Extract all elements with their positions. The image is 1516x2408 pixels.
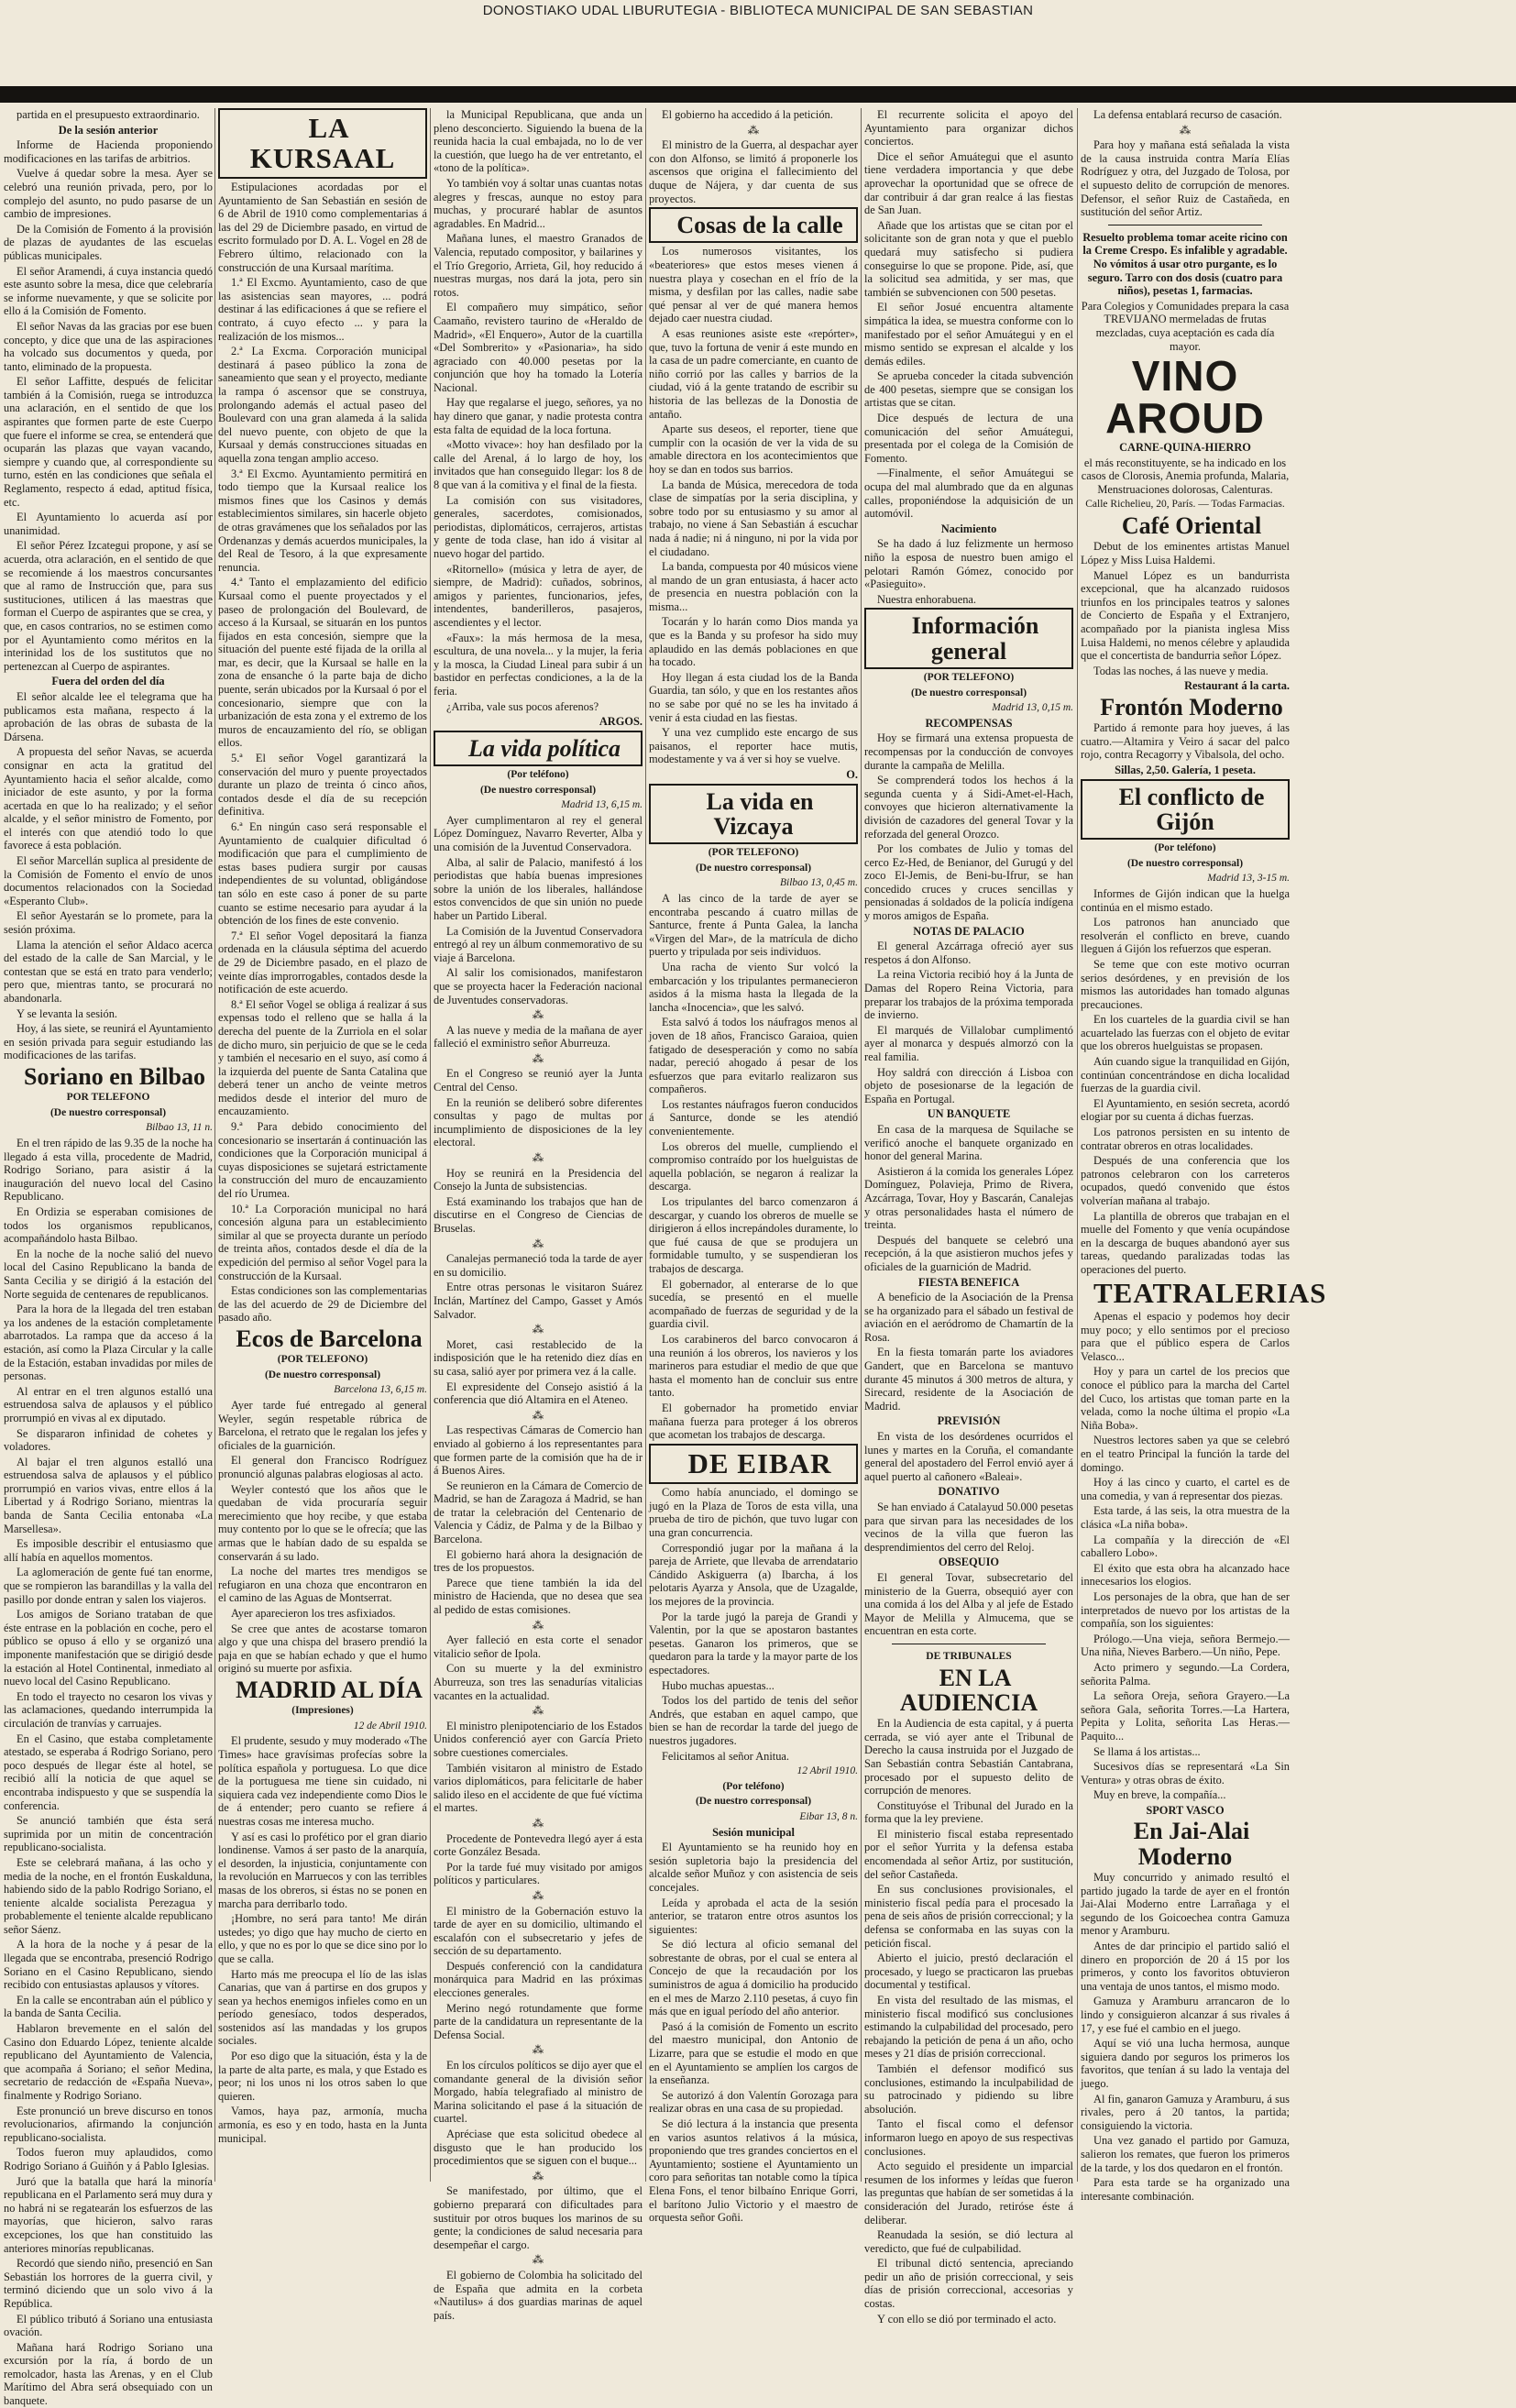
byline: (POR TELEFONO) bbox=[708, 847, 799, 859]
byline: (De nuestro corresponsal) bbox=[1126, 857, 1244, 869]
paragraph: Al salir los comisionados, manifestaron que se proyecta hacer la Federación nacional de Juventudes conservadoras. bbox=[434, 966, 643, 1006]
headline: El conflicto de Gijón bbox=[1081, 779, 1290, 841]
paragraph: Dice el señor Amuátegui que el asunto tiene verdadera importancia y que debe aprovechar la oportunidad que se ofrece de dar contribuir á dar gran realce á las fiestas de San Juan. bbox=[864, 149, 1073, 217]
paragraph: El gobernador ha prometido enviar mañana fuerza para proteger á los obreros que acometan los trabajos de descarga. bbox=[649, 1401, 858, 1442]
paragraph: El público tributó á Soriano una entusiasta ovación. bbox=[4, 2312, 213, 2339]
paragraph: El éxito que esta obra ha alcanzado hace innecesarios los elogios. bbox=[1081, 1561, 1290, 1589]
paragraph: Harto más me preocupa el lío de las islas Canarias, que van á partirse en dos grupos y sean ya hechos enemigos infieles como en un período genesíaco, todos desperados, sostenidos así las mandadas y los grupos sociales. bbox=[218, 1967, 427, 2048]
paragraph: Con su muerte y la del exministro Aburreuza, son tres las senadurías vitalicias vacantes en la actualidad. bbox=[434, 1662, 643, 1702]
paragraph: Vamos, haya paz, armonía, mucha armonía, es eso y en todo, hasta en la Junta municipal. bbox=[218, 2105, 427, 2145]
paragraph: De la Comisión de Fomento á la provisión de plazas de ayudantes de las escuelas públicas municipales. bbox=[4, 222, 213, 262]
paragraph: Llama la atención el señor Aldaco acerca del estado de la calle de San Marcial, y le contestan que se está en trato para venderlo; pero que, mientras tanto, se procurará no abandonarla. bbox=[4, 938, 213, 1005]
column-rule bbox=[861, 108, 862, 2182]
paragraph: Reanudada la sesión, se dió lectura al veredicto, que fué de culpabilidad. bbox=[864, 2228, 1073, 2255]
byline: (Por teléfono) bbox=[507, 769, 569, 781]
advertisement: el más reconstituyente, se ha indicado en los casos de Clorosis, Anemia profunda, Malaria, Menstruaciones dolorosas, Calenturas. bbox=[1081, 456, 1290, 496]
paragraph: El gobierno ha accedido á la petición. bbox=[662, 108, 833, 121]
paragraph: Procedente de Pontevedra llegó ayer á esta corte González Besada. bbox=[434, 1831, 643, 1859]
paragraph: Entre otras personas le visitaron Suárez Inclán, Martínez del Campo, Gasset y Amós Salvador. bbox=[434, 1281, 643, 1321]
paragraph: A la hora de la noche y á pesar de la llegada que se encontraba, presenció Rodrigo Soriano en el Casino Republicano, siendo recibido con entusiastas aplausos y vítores. bbox=[4, 1938, 213, 1992]
paragraph: También el defensor modificó sus conclusiones, estimando la inculpabilidad de su patrocinado y pidiendo su libre absolución. bbox=[864, 2062, 1073, 2116]
signature: Restaurant á la carta. bbox=[1184, 679, 1290, 693]
paragraph: A las nueve y media de la mañana de ayer falleció el exministro señor Aburreuza. bbox=[434, 1023, 643, 1050]
paragraph: Hoy y para un cartel de los precios que conoce el público para la marcha del Cartel del Cuco, los artistas que toman parte en la velada, como la noche última el propio «La Niña Boba». bbox=[1081, 1365, 1290, 1432]
paragraph: Gamuza y Aramburu arrancaron de lo lindo y consiguieron alcanzar á sus rivales á 17, y ese fué el cambio en el juego. bbox=[1081, 1995, 1290, 2035]
paragraph: En Ordizia se esperaban comisiones de todos los organismos republicanos, acompañándolo hasta Bilbao. bbox=[4, 1205, 213, 1246]
paragraph: Weyler contestó que los años que le quedaban de vida procuraría seguir merecimiento que hoy recibe, y que estaba muy contento por lo que se le ofrecía; que las armas que le habían dado de su espalda se conservarán á su lado. bbox=[218, 1482, 427, 1563]
paragraph: Ayer cumplimentaron al rey el general López Domínguez, Navarro Reverter, Alba y una comisión de la Juventud Conservadora. bbox=[434, 813, 643, 853]
paragraph: Este se celebrará mañana, á las ocho y media de la noche, en el frontón Euskalduna, habiendo sido de la pablo Rodrigo Soriano, el teniente alcalde socialista Perezagua y probablemente el teniente alcalde republicano señor Sáenz. bbox=[4, 1855, 213, 1936]
paragraph: En la reunión se deliberó sobre diferentes consultas y pago de multas por incumplimiento de disposiciones de la ley electoral. bbox=[434, 1095, 643, 1149]
separator: ⁂ bbox=[532, 1408, 544, 1422]
paragraph: Se cree que antes de acostarse tomaron algo y que una chispa del brasero prendió la paja en que se habían echado y que el humo originó su muerte por asfixia. bbox=[218, 1622, 427, 1676]
column-1 bbox=[4, 108, 213, 2408]
paragraph: Después del banquete se celebró una recepción, á la que asistieron muchos jefes y oficiales de la guarnición de Madrid. bbox=[864, 1233, 1073, 1273]
paragraph: Tanto el fiscal como el defensor informaron luego en apoyo de sus respectivas conclusiones. bbox=[864, 2117, 1073, 2158]
paragraph: «Faux»: la más hermosa de la mesa, escultura, de una novela... y la mujer, la feria y la mosca, la Ciudad Lineal para subir á un bastidor en perfectas condiciones, a la de la feria. bbox=[434, 631, 643, 698]
paragraph: Apenas el espacio y podemos hoy decir muy poco; y ello sentimos por el precioso para que el público espera de Carlos Velasco... bbox=[1081, 1310, 1290, 1363]
separator: ⁂ bbox=[532, 1151, 544, 1165]
paragraph: Una vez ganado el partido por Gamuza, salieron los remates, que fueron los primeros de la tarde, y los dos quedaron en el frontón. bbox=[1081, 2134, 1290, 2174]
section-heading: Sesión municipal bbox=[712, 1825, 795, 1839]
paragraph: A esas reuniones asiste este «repórter», que, tuvo la fortuna de venir á este mundo en la casa de un padre comerciante, en cuanto de niño corrió por las calles y barrios de la ciudad, vió á la gente tratando de escribir su historia de las bellezas de la Donostia de antaño. bbox=[649, 327, 858, 421]
paragraph: El señor Aramendi, á cuya instancia quedó este asunto sobre la mesa, dice que celebraría se informe nuevamente, y que se solicite por ello á la Comisión de Fomento. bbox=[4, 264, 213, 318]
paragraph: Sucesivos días se representará «La Sin Ventura» y otras obras de éxito. bbox=[1081, 1760, 1290, 1787]
paragraph: Los obreros del muelle, cumpliendo el compromiso contraído por los huelguistas de aquella población, se negaron á realizar la descarga. bbox=[649, 1139, 858, 1193]
paragraph: El ministerio fiscal estaba representado por el señor Yurrita y la defensa estaba encomendada al señor Artiz, por sustitución, del señor Castañeda. bbox=[864, 1827, 1073, 1881]
paragraph: La Comisión de la Juventud Conservadora entregó al rey un álbum conmemorativo de su viaje á Barcelona. bbox=[434, 924, 643, 964]
paragraph: 9.ª Para debido conocimiento del concesionario se insertarán á continuación las condiciones que la Corporación municipal á cuyas disposiciones se sujetará estrictamente la construcción del muro de encauzamiento del río Urumea. bbox=[218, 1120, 427, 1201]
byline: (Por teléfono) bbox=[722, 1780, 785, 1792]
column-6 bbox=[1081, 108, 1327, 2203]
paragraph: 7.ª El señor Vogel depositará la fianza ordenada en la cláusula séptima del acuerdo de 29 de Diciembre pasado, en el plazo de veinte días improrrogables, contados desde la notificación de este acuerdo. bbox=[218, 929, 427, 996]
paragraph: El gobierno hará ahora la designación de tres de los propuestos. bbox=[434, 1547, 643, 1575]
paragraph: Se ha dado á luz felizmente un hermoso niño la esposa de nuestro buen amigo el pelotari Ramón Gómez, conocido por «Pasieguito». bbox=[864, 537, 1073, 591]
paragraph: En el Congreso se reunió ayer la Junta Central del Censo. bbox=[434, 1067, 643, 1094]
paragraph: El señor alcalde lee el telegrama que ha publicamos esta mañana, respecto á la aprobación de las obras de subasta de la Dársena. bbox=[4, 689, 213, 743]
paragraph: Los patronos han anunciado que resolverán el conflicto en breve, cuando lleguen á Gijón los refuerzos que esperan. bbox=[1081, 916, 1290, 956]
paragraph: Juró que la batalla que hará la minoría republicana en el Parlamento será muy dura y no habrá ni se regatearán los esfuerzos de las mayorías, que hicieron, salvo raras excepciones, los que han constituido las anteriores minorías republicanas. bbox=[4, 2174, 213, 2255]
column-5 bbox=[864, 108, 1073, 2326]
column-2 bbox=[218, 108, 427, 2182]
byline: (De nuestro corresponsal) bbox=[479, 784, 597, 796]
paragraph: Mañana hará Rodrigo Soriano una excursión por la ría, á bordo de un remolcador, hasta las Arenas, y en el Club Marítimo del Abra será obsequiado con un banquete. bbox=[4, 2340, 213, 2408]
paragraph: Debut de los eminentes artistas Manuel López y Miss Luisa Haldemi. bbox=[1081, 540, 1290, 566]
paragraph: 10.ª La Corporación municipal no hará concesión alguna para un establecimiento similar al que se proyecta durante un período de treinta años, contados desde el día de la expedición del permiso al señor Vogel para la construcción de la Kursaal. bbox=[218, 1202, 427, 1282]
headline: MADRID AL DÍA bbox=[236, 1676, 423, 1703]
paragraph: Yo también voy á soltar unas cuantas notas alegres y frescas, aunque no estoy para muchas, y procuraré hablar de asuntos agradables. En Madrid... bbox=[434, 176, 643, 230]
column-4 bbox=[649, 108, 858, 2225]
section-heading: FIESTA BENEFICA bbox=[917, 1275, 1020, 1289]
byline: (De nuestro corresponsal) bbox=[695, 1796, 812, 1808]
paragraph: Por la tarde fué muy visitado por amigos políticos y particulares. bbox=[434, 1860, 643, 1887]
separator: ⁂ bbox=[747, 123, 760, 137]
dateline: Eibar 13, 8 n. bbox=[799, 1810, 858, 1822]
section-heading: Fuera del orden del día bbox=[51, 675, 165, 688]
paragraph: Ayer falleció en esta corte el senador vitalicio señor de Ipola. bbox=[434, 1633, 643, 1660]
paragraph: El gobernador, al enterarse de lo que sucedía, se presentó en el muelle acompañado de fuerzas de seguridad y de la guardia civil. bbox=[649, 1277, 858, 1331]
paragraph: Se llama á los artistas... bbox=[1093, 1744, 1201, 1758]
paragraph: Para esta tarde se ha organizado una interesante combinación. bbox=[1081, 2176, 1290, 2203]
paragraph: El señor Josué encuentra altamente simpática la idea, se muestra conforme con lo manifestado por el señor Amuátegui y en el mismo sentido se expresan el alcalde y los demás ediles. bbox=[864, 301, 1073, 368]
dateline: Barcelona 13, 6,15 m. bbox=[334, 1384, 427, 1396]
headline: Frontón Moderno bbox=[1100, 693, 1283, 720]
paragraph: El Ayuntamiento se ha reunido hoy en sesión supletoria bajo la presidencia del alcalde señor Muñoz y con asistencia de seis concejales. bbox=[649, 1841, 858, 1894]
paragraph: Hubo muchas apuestas... bbox=[662, 1678, 774, 1692]
paragraph: El compañero muy simpático, señor Caamaño, revistero taurino de «Heraldo de Madrid», «El Enquero», Autor de la cuartilla «Del Sombrerito» y «Pasionaria», ha sido agraciado con 40.000 pesetas por la conjunción que hoy ha tomado la Lotería Nacional. bbox=[434, 301, 643, 394]
paragraph: La reina Victoria recibió hoy á la Junta de Damas del Ropero Reina Victoria, para preparar los trabajos de la próxima temporada de invierno. bbox=[864, 968, 1073, 1022]
paragraph: El prudente, sesudo y muy moderado «The Times» hace gravísimas profecías sobre la política española y portuguesa. Lo que dice de la portuguesa me tiene sin cuidado, ni siquiera cada vez independiente como Dios le de á entender; pero cuanto se refiere á nuestras cosas me interesa mucho. bbox=[218, 1734, 427, 1828]
paragraph: Como había anunciado, el domingo se jugó en la Plaza de Toros de esta villa, una prueba de tiro de pichón, que tuvo lugar con una gran concurrencia. bbox=[649, 1486, 858, 1540]
separator: ⁂ bbox=[532, 2253, 544, 2267]
paragraph: Ayer tarde fué entregado al general Weyler, según respetable rúbrica de Barcelona, el retrato que le regalan los jefes y oficiales de la guarnición. bbox=[218, 1399, 427, 1452]
paragraph: Nuestros lectores saben ya que se celebró en el teatro Principal la función la tarde del domingo. bbox=[1081, 1434, 1290, 1474]
separator: ⁂ bbox=[532, 2043, 544, 2057]
paragraph: Apréciase que esta solicitud obedece al disgusto que le han producido los procedimientos que se siguen con el buque... bbox=[434, 2128, 643, 2168]
paragraph: Pasó á la comisión de Fomento un escrito del maestro municipal, don Antonio de Lizarre, para que se estudie el modo en que en el Ayuntamiento se amplíen los cargos de la enseñanza. bbox=[649, 2019, 858, 2087]
paragraph: Leída y aprobada el acta de la sesión anterior, se trataron entre otros asuntos los siguientes: bbox=[649, 1896, 858, 1936]
headline: La vida política bbox=[434, 731, 643, 766]
paragraph: La banda de Música, merecedora de toda clase de simpatías por la seria disciplina, y sobre todo por su entusiasmo y su amor al trabajo, no viene á San Sebastián á escuchar nada á nadie; ni á ninguno, ni por la vida por el ciudadano. bbox=[649, 478, 858, 558]
section-heading: NOTAS DE PALACIO bbox=[913, 924, 1025, 938]
paragraph: A las cinco de la tarde de ayer se encontraba pescando á cuatro millas de Santurce, frente á Punta Galea, la lancha «Virgen del Mar», de la matrícula de dicho puerto y tripulada por seis individuos. bbox=[649, 891, 858, 959]
paragraph: El tribunal dictó sentencia, apreciando pedir un año de prisión correccional, y seis días de prisión correccional, accesorias y costas. bbox=[864, 2257, 1073, 2311]
separator: ⁂ bbox=[532, 1323, 544, 1336]
paragraph: Hay que regalarse el juego, señores, ya no hay dinero que ganar, y nadie protesta contra esta falta de equidad de la loca fortuna. bbox=[434, 396, 643, 436]
column-rule bbox=[1077, 108, 1078, 2182]
headline: TEATRALERIAS bbox=[1093, 1276, 1327, 1309]
byline: (Por teléfono) bbox=[1154, 842, 1216, 854]
paragraph: Vuelve á quedar sobre la mesa. Ayer se celebró una reunión privada, pero, por lo complejo del asunto, no pudo pasarse de un cambio de impresiones. bbox=[4, 167, 213, 221]
paragraph: 6.ª En ningún caso será responsable el Ayuntamiento de cualquier dificultad ó modificación que para el cumplimiento de estas bases pudiera surgir por causas independientes de su voluntad, obligándose tan sólo en este caso á poner de su parte cuanto se estime necesario para ayudar á la obtención de los fines de este convenio. bbox=[218, 820, 427, 928]
paragraph: Abierto el juicio, prestó declaración el procesado, y luego se practicaron las pruebas documental y testifical. bbox=[864, 1952, 1073, 1992]
paragraph: La señora Oreja, señora Grayero.—La señora Gala, señorita Torres.—La Hartera, Pepita y Lolita, señorita Las Heras.—Paquito... bbox=[1081, 1689, 1290, 1743]
paragraph: Se manifestado, por último, que el gobierno preparará con dificultades para sustituir por otros buques los marinos de su gente; la condiciones de salud necesaria para desempeñar el cargo. bbox=[434, 2184, 643, 2251]
top-rule bbox=[0, 86, 1516, 103]
paragraph: Nuestra enhorabuena. bbox=[877, 592, 977, 606]
paragraph: «Ritornello» (música y letra de ayer, de siempre, de Madrid): cuñados, sobrinos, amigos y parientes, funcionarios, jefes, intendentes, banderilleros, pasajeros, ascendientes y el lector. bbox=[434, 562, 643, 629]
section-heading: RECOMPENSAS bbox=[925, 716, 1013, 730]
byline: DE TRIBUNALES bbox=[926, 1650, 1012, 1662]
paragraph: En la fiesta tomarán parte los aviadores Gandert, que en Barcelona se mantuvo durante 45 minutos á 300 metros de altura, y Sirecard, residente de la Asociación de Madrid. bbox=[864, 1346, 1073, 1413]
signature: ARGOS. bbox=[599, 715, 643, 729]
paragraph: Se dispararon infinidad de cohetes y voladores. bbox=[4, 1426, 213, 1454]
paragraph: Al entrar en el tren algunos estalló una estruendosa salva de aplausos y el público prorrumpió en vivas al ex diputado. bbox=[4, 1384, 213, 1424]
separator: ⁂ bbox=[532, 1704, 544, 1718]
paragraph: Y se levanta la sesión. bbox=[16, 1006, 117, 1020]
paragraph: Los numerosos visitantes, los «beateriores» que estos meses vienen á nuestra playa y cosechan en el frío de la misma, y desfilan por las calles, nadie sabe qué pensar al ver de qué manera hemos dejado caer nuestra ciudad. bbox=[649, 245, 858, 325]
paragraph: Y con ello se dió por terminado el acto. bbox=[877, 2312, 1057, 2326]
paragraph: Moret, casi restablecido de la indisposición que le ha retenido diez días en su casa, salió ayer por primera vez á la calle. bbox=[434, 1337, 643, 1378]
paragraph: Los carabineros del barco convocaron á una reunión á los obreros, los navieros y los marineros para estudiar el medio de que que hasta el momento han de concluir sus entre tanto. bbox=[649, 1332, 858, 1400]
dateline: Madrid 13, 0,15 m. bbox=[992, 702, 1073, 714]
paragraph: La defensa entablará recurso de casación. bbox=[1093, 108, 1282, 121]
paragraph: Estas condiciones son las complementarias de las del acuerdo de 29 de Diciembre del pasado año. bbox=[218, 1284, 427, 1325]
paragraph: En los cuarteles de la guardia civil se han acuartelado las fuerzas con el objeto de evitar que los obreros huelguistas se propasen. bbox=[1081, 1013, 1290, 1053]
paragraph: partida en el presupuesto extraordinario. bbox=[16, 108, 200, 121]
paragraph: ¿Arriba, vale sus pocos aferenos? bbox=[446, 699, 599, 713]
paragraph: Por eso digo que la situación, ésta y la de la parte de alta parte, es mala, y que Estado es peor; ni los unos ni los otros saben lo que quieren. bbox=[218, 2050, 427, 2103]
paragraph: También visitaron al ministro de Estado varios diplomáticos, para felicitarle de haber salido ileso en el accidente de que fué víctima el martes. bbox=[434, 1761, 643, 1815]
paragraph: Antes de dar principio el partido salió el dinero en proporción de 20 á 15 por los primeros, y conto los favoritos obtuvieron una ventaja de unos tantos, el mismo modo. bbox=[1081, 1940, 1290, 1993]
paragraph: Se aprueba conceder la citada subvención de 400 pesetas, siempre que se consigan los artistas que se citan. bbox=[864, 369, 1073, 410]
paragraph: 3.ª El Excmo. Ayuntamiento permitirá en todo tiempo que la Kursaal realice los mismos fines que los Casinos y demás establecimientos similares, sin hacerle objeto de otras gravámenes que los señalados por las Ordenanzas y demás acuerdos municipales, la del Real de Tesoro, á la que expresamente renuncia. bbox=[218, 467, 427, 574]
paragraph: Muy concurrido y animado resultó el partido jugado la tarde de ayer en el frontón Jai-Alai Moderno entre Larrañaga y el segundo de los Goicoechea contra Gamuza menor y Aramburu. bbox=[1081, 1871, 1290, 1938]
advertisement: VINO AROUD bbox=[1105, 352, 1265, 443]
paragraph: 2.ª La Excma. Corporación municipal destinará á paseo público la zona de saneamiento que sean y el proyecto, mediante la rampa ó ascensor que se construya, prolongando además el actual paseo del Boulevard con una gran alameda á la salida del nuevo puente, con objeto de que la Kursaal y demás construcciones situadas en aquella zona tengan amplio acceso. bbox=[218, 345, 427, 465]
paragraph: Al fin, ganaron Gamuza y Aramburu, á sus rivales, pero á 20 tantos, la partida; consiguiendo la victoria. bbox=[1081, 2092, 1290, 2132]
paragraph: Y así es casi lo profético por el gran diario londinense. Vamos á ser pasto de la anarquía, el desorden, la injusticia, conjuntamente con la revolución en Marruecos y con las terribles masas de los obreros, si éstas no se ponen en marcha para derribarlo todo. bbox=[218, 1830, 427, 1910]
headline: Café Oriental bbox=[1121, 512, 1262, 540]
advertisement: Calle Richelieu, 20, París. — Todas Farmacias. bbox=[1085, 499, 1285, 511]
paragraph: El general don Francisco Rodríguez pronunció algunas palabras elogiosas al acto. bbox=[218, 1454, 427, 1481]
paragraph: Se teme que con este motivo ocurran serios desórdenes, y en previsión de los mismos las autoridades han tomado algunas precauciones. bbox=[1081, 957, 1290, 1011]
paragraph: Para hoy y mañana está señalada la vista de la causa instruida contra María Elías Rodríguez y otra, del Juzgado de Tolosa, por el supuesto delito de corrupción de menores. Defensor, el señor Ruiz de Castañeda, en sustitución del señor Artiz. bbox=[1081, 138, 1290, 219]
advertisement: Resuelto problema tomar aceite ricino con la Creme Crespo. Es infalible y agradable. No vómitos á usar otro purgante, es lo seguro. Tarro con dos dosis (cuatro para niños), pesetas 1, farmacias. bbox=[1082, 230, 1288, 298]
paragraph: El general Azcárraga ofreció ayer sus respetos á don Alfonso. bbox=[864, 940, 1073, 966]
paragraph: Acto primero y segundo.—La Cordera, señorita Palma. bbox=[1081, 1660, 1290, 1688]
paragraph: El señor Marcellán suplica al presidente de la Comisión de Fomento el envío de unos documentos relacionados con la Sociedad «Esperanto Club». bbox=[4, 854, 213, 907]
paragraph: Está examinando los trabajos que han de discutirse en el Congreso de Ciencias de Bruselas. bbox=[434, 1194, 643, 1236]
separator: ⁂ bbox=[532, 1008, 544, 1022]
section-heading: SPORT VASCO bbox=[1146, 1803, 1225, 1817]
paragraph: Hoy llegan á esta ciudad los de la Banda Guardia, tan sólo, y que en los restantes años no se sabe por qué no se les ha invitado á venir á esta ciudad en las fiestas. bbox=[649, 670, 858, 724]
paragraph: El ministro plenipotenciario de los Estados Unidos conferenció ayer con García Prieto sobre cuestiones comerciales. bbox=[434, 1719, 643, 1759]
headline: EN LA AUDIENCIA bbox=[899, 1664, 1038, 1716]
paragraph: Al bajar el tren algunos estalló una estruendosa salva de aplausos y el público prorrumpió en varios vivas, entre ellos á la Libertad y á Rodrigo Soriano, mientras la banda de Santa Cecilia entonaba «La Marsellesa». bbox=[4, 1455, 213, 1535]
headline: Información general bbox=[864, 608, 1073, 669]
paragraph: Hoy, á las siete, se reunirá el Ayuntamiento en sesión privada para seguir estudiando las modificaciones de las tarifas. bbox=[4, 1022, 213, 1062]
paragraph: ¡Hombre, no será para tanto! Me dirán ustedes; yo digo que hay mucho de cierto en ello, y que no es por lo que se dice sino por lo que se calla. bbox=[218, 1912, 427, 1965]
paragraph: En la calle se encontraban aún el público y la banda de Santa Cecilia. bbox=[4, 1993, 213, 2020]
paragraph: El general Tovar, subsecretario del ministerio de la Guerra, obsequió ayer con una comida á los del Alba y al jefe de Estado Mayor de Melilla y Almucema, que se encuentran en esta corte. bbox=[864, 1570, 1073, 1638]
column-3 bbox=[434, 108, 643, 2322]
byline: (De nuestro corresponsal) bbox=[695, 862, 812, 874]
dateline: Bilbao 13, 0,45 m. bbox=[780, 877, 858, 889]
paragraph: Por la tarde jugó la pareja de Grandi y Valentin, por la que se apostaron bastantes pesetas. Ganaron los primeros, que se quedaron para la tarde y la mayor parte de los espectadores. bbox=[649, 1610, 858, 1677]
signature: O. bbox=[846, 768, 858, 782]
paragraph: Se reunieron en la Cámara de Comercio de Madrid, se han de Zaragoza á Madrid, se han de tratar la celebración del Centenario de Valencia y Cádiz, de Palma y de la Bilbao y Barcelona. bbox=[434, 1479, 643, 1546]
paragraph: Prólogo.—Una vieja, señora Bermejo.—Una niña, Nieves Barbero.—Un niño, Pepe. bbox=[1081, 1632, 1290, 1659]
paragraph: 5.ª El señor Vogel garantizará la conservación del muro y puente proyectados durante un plazo de treinta ó cinco años, contados desde el día de su recepción definitiva. bbox=[218, 752, 427, 819]
paragraph: Se anunció también que ésta será suprimida por un mitin de concentración republicano-socialista. bbox=[4, 1814, 213, 1854]
paragraph: Merino negó rotundamente que forme parte de la candidatura un representante de la Defensa Social. bbox=[434, 2001, 643, 2041]
paragraph: Constituyóse el Tribunal del Jurado en la forma que la ley previene. bbox=[864, 1798, 1073, 1826]
paragraph: Alba, al salir de Palacio, manifestó á los periodistas que había buenas impresiones sobre la unión de los liberales, hallándose estos convencidos de que sin unión no puede haber un Partido Liberal. bbox=[434, 855, 643, 922]
paragraph: Hoy se reunirá en la Presidencia del Consejo la Junta de subsistencias. bbox=[434, 1166, 643, 1193]
paragraph: Los restantes náufragos fueron conducidos á Santurce, donde se les atendió convenientemente. bbox=[649, 1097, 858, 1138]
advertisement: CARNE-QUINA-HIERRO bbox=[1119, 441, 1251, 455]
paragraph: Después de una conferencia que los patronos celebraron con los carreteros ocupados, quedó convenido que éstos volverían mañana al trabajo. bbox=[1081, 1154, 1290, 1207]
paragraph: «Motto vivace»: hoy han desfilado por la calle del Arenal, á lo largo de hoy, los invitados que han conseguido llegar: los 8 de 8 que van á la comitiva y el final de la fiesta. bbox=[434, 438, 643, 492]
paragraph: El recurrente solicita el apoyo del Ayuntamiento para organizar dichos conciertos. bbox=[864, 108, 1073, 148]
paragraph: 8.ª El señor Vogel se obliga á realizar á sus expensas todo el relleno que se halla á la derecha del puente de la Zurriola en el solar de dicho muro, sin perjuicio de que se le ceda y también el necesario en el suyo, así como á la izquierda del puente de Santa Catalina que deberá tener un ancho de veinte metros medidos desde el interior del muro de encauzamiento. bbox=[218, 997, 427, 1118]
dateline: Bilbao 13, 11 n. bbox=[146, 1122, 213, 1134]
paragraph: Hoy se firmará una extensa propuesta de recompensas por la conducción de convoyes durante la campaña de Melilla. bbox=[864, 731, 1073, 772]
paragraph: Acto seguido el presidente un imparcial resumen de los informes y leídas que fueron las preguntas que habían de ser sometidas á la consideración del Jurado, retiróse éste á deliberar. bbox=[864, 2160, 1073, 2227]
byline: (POR TELEFONO) bbox=[923, 671, 1015, 683]
paragraph: la Municipal Republicana, que anda un pleno desconcierto. Siguiendo la buena de la reunida hacia la cual embajada, no lo de ver la cuestión, que luego ha de ver entretanto, el «tono de la política». bbox=[434, 108, 643, 175]
paragraph: La comisión con sus visitadores, generales, sacerdotes, comisionados, periodistas, diplomáticos, cerrajeros, artistas y gente de toda clase, han ido á visitar al nuevo hogar del partido. bbox=[434, 493, 643, 560]
paragraph: Manuel López es un bandurrista excepcional, que ha alcanzado ruidosos triunfos en los principales teatros y salones de Concierto de España y el Extranjero, acompañado por la pianista inglesa Miss Luisa Haldemi, no menos célebre y aplaudida que el concertista de bandurria señor López. bbox=[1081, 568, 1290, 663]
paragraph: Los patronos persisten en su intento de contratar obreros en otras localidades. bbox=[1081, 1126, 1290, 1152]
paragraph: Se autorizó á don Valentín Gorozaga para realizar obras en una casa de su propiedad. bbox=[649, 2088, 858, 2116]
paragraph: Los amigos de Soriano trataban de que éste entrase en la población en coche, pero el público se opuso á ello y se organizó una imponente manifestación que se dirigió desde la estación al Hotel Continental, inmediato al nuevo local del Casino Republicano. bbox=[4, 1608, 213, 1688]
paragraph: Se comprenderá todos los hechos á la segunda cuenta y á Sidi-Amet-el-Hach, convoyes que hicieron alternativamente la división de cazadores del general Tovar y la reforzada del general Orozco. bbox=[864, 774, 1073, 841]
paragraph: Se han enviado á Catalayud 50.000 pesetas para que sirvan para las necesidades de los vecinos de la villa que fueron las desprendimientos del cerro del Reloj. bbox=[864, 1501, 1073, 1554]
byline: (De nuestro corresponsal) bbox=[264, 1369, 381, 1380]
paragraph: Aún cuando sigue la tranquilidad en Gijón, continúan concentrándose en dicha localidad fuerzas de la guardia civil. bbox=[1081, 1055, 1290, 1095]
paragraph: La plantilla de obreros que trabajan en el muelle del Fomento y que venía ocupándose en la descarga de buques abandonó ayer sus tareas, quedando paralizadas todas las operaciones del puerto. bbox=[1081, 1209, 1290, 1276]
paragraph: La noche del martes tres mendigos se refugiaron en una choza que encontraron en el camino de las Aguas de Montserrat. bbox=[218, 1565, 427, 1605]
paragraph: En los círculos políticos se dijo ayer que el comandante general de la división señor Morgado, había telegrafiado al ministro de Marina solicitando el pase á la situación de cuartel. bbox=[434, 2059, 643, 2126]
paragraph: El Ayuntamiento lo acuerda así por unanimidad. bbox=[4, 511, 213, 537]
headline: Cosas de la calle bbox=[649, 207, 858, 243]
paragraph: Por los combates de Julio y tomas del cerco Ez-Hed, de Benianor, del Gurugú y del zoco El-Jemis, de Beni-bu-Ifrur, se han concedido cruces y cruces sencillas y pensionadas á soldados de la policía indígena y moros amigos de España. bbox=[864, 842, 1073, 923]
section-heading: De la sesión anterior bbox=[58, 123, 159, 137]
separator: ⁂ bbox=[532, 1618, 544, 1632]
paragraph: Esta tarde, á las seis, la otra muestra de la clásica «La niña boba». bbox=[1081, 1504, 1290, 1532]
paragraph: En la Audiencia de esta capital, y á puerta cerrada, se vió ayer ante el Tribunal de Derecho la causa instruida por el Juzgado de San Sebastián contra Sebastián Cantabrana, procesado por el supuesto delito de corrupción de menores. bbox=[864, 1717, 1073, 1798]
paragraph: Todas las noches, á las nueve y media. bbox=[1093, 664, 1269, 677]
paragraph: Se dió lectura al oficio semanal del sobrestante de obras, por el cual se entera al Concejo de que la recaudación por los suministros de agua á domicilio ha producido en el mes de Marzo 2.110 pesetas, á cuyo fin más que en igual período del año anterior. bbox=[649, 1938, 858, 2018]
column-rule bbox=[430, 108, 431, 2182]
archive-header: DONOSTIAKO UDAL LIBURUTEGIA - BIBLIOTECA MUNICIPAL DE SAN SEBASTIAN bbox=[482, 3, 1034, 18]
paragraph: El señor Pérez Izcategui propone, y así se acuerda, otra aclaración, en el sentido de que se recomiende á los maestros concursantes que al ramo de Instrucción que, para sus sustituciones, utilicen á las maestras que forman el Cuerpo de aspirantes que se crea, y que, en casos contrarios, no se estimen como por el Ayuntamiento como méritos en la interinidad los de los sustitutos que no pertenezcan al Cuerpo de aspirantes. bbox=[4, 539, 213, 673]
paragraph: Para la hora de la llegada del tren estaban ya los andenes de la estación completamente abarrotados. La rampa que da acceso á la estación, así como la Plaza Circular y la calle de la Estación, estaban invadidas por miles de personas. bbox=[4, 1303, 213, 1383]
paragraph: Partido á remonte para hoy jueves, á las cuatro.—Altamira y Veiro á sacar del palco rojo, contra Recagorry y Vibalsola, del ocho. bbox=[1081, 721, 1290, 762]
section-heading: DONATIVO bbox=[938, 1485, 1000, 1499]
paragraph: La compañía y la dirección de «El caballero Lobo». bbox=[1081, 1533, 1290, 1560]
paragraph: Es imposible describir el entusiasmo que allí había en aquellos momentos. bbox=[4, 1537, 213, 1564]
paragraph: La aglomeración de gente fué tan enorme, que se rompieron las barandillas y la valla del pasillo por donde entran y salen los viajeros. bbox=[4, 1566, 213, 1606]
separator: ⁂ bbox=[532, 1888, 544, 1902]
paragraph: Asistieron á la comida los generales López Domínguez, Polavieja, Primo de Rivera, Azcárraga, Tovar, Hoy y Bascarán, Canalejas y otras personalidades hasta el número de treinta. bbox=[864, 1164, 1073, 1232]
paragraph: Todos los del partido de tenis del señor Andrés, que estaban en aquel campo, que bien se han de recordar la tarde del juego de nuestros jugadores. bbox=[649, 1694, 858, 1747]
headline: LA KURSAAL bbox=[218, 108, 427, 179]
paragraph: Correspondió jugar por la mañana á la pareja de Arriete, que llevaba de arrendatario Cándido Askiguerra (a) Ibarcha, á los pelotaris Ayarza y Ansola, que de Uzagalde, los mejores de la provincia. bbox=[649, 1541, 858, 1609]
paragraph: El señor Laffitte, después de felicitar también á la Comisión, ruega se introduzca una aclaración, en el sentido de que los aspirantes que formen parte de este Cuerpo que fuere el informe se crea, se entenderá que ocuparán las plazas que vayan vacando, siempre y cuando que, al correspondiente su turno, estén en las condiciones que señala el Reglamento, respecto á edad, aptitud física, etc. bbox=[4, 375, 213, 509]
paragraph: 1.ª El Excmo. Ayuntamiento, caso de que las asistencias sean mayores, ... podrá destinar á las edificaciones á que se refiere el contrato, á cuyo efecto ... y para la realización de los mismos... bbox=[218, 276, 427, 343]
paragraph: En el tren rápido de las 9.35 de la noche ha llegado á esta villa, procedente de Madrid, Rodrigo Soriano, para asistir á la inauguración del nuevo local del Casino Republicano. bbox=[4, 1137, 213, 1204]
separator: ⁂ bbox=[1179, 123, 1192, 137]
paragraph: Añade que los artistas que se citan por el solicitante son de gran nota y que el pueblo quedará muy satisfecho si pudiera conseguirse lo que se propone. Pide, así, que la solicitud sea admitida, y ser mas, que también se subvencionen con 500 pesetas. bbox=[864, 218, 1073, 299]
paragraph: Se dió lectura á la instancia que presenta en varios asuntos relativos á la música, proponiendo que tres grandes conciertos en el Ayuntamiento; sostiene el Ayuntamiento un coro para señoritas tan notable como la típica Elena Fons, el tenor bilbaíno Enrique Gorri, el barítono Julio Victorio y el maestro de orquesta señor Goñi. bbox=[649, 2117, 858, 2225]
paragraph: Aquí se vió una lucha hermosa, aunque siguiera dando por seguros los primeros los favoritos, que tenían á su lado la ventaja del juego. bbox=[1081, 2037, 1290, 2090]
paragraph: Esta salvó á todos los náufragos menos al joven de 18 años, Francisco Garaioa, quien fatigado de desesperación y como no sabía nadar, pereció ahogado á pesar de los esfuerzos que para evitarlo realizaron sus compañeros. bbox=[649, 1016, 858, 1096]
section-heading: Nacimiento bbox=[940, 522, 997, 535]
paragraph: El ministro de la Guerra, al despachar ayer con don Alfonso, se limitó á proponerle los ascensos que origina el fallecimiento del duque de Nájera, y dar cuenta de sus proyectos. bbox=[649, 138, 858, 205]
paragraph: Todos fueron muy aplaudidos, como Rodrigo Soriano á Guiñón y á Pablo Iglesias. bbox=[4, 2146, 213, 2172]
paragraph: Informes de Gijón indican que la huelga continúa en el mismo estado. bbox=[1081, 886, 1290, 914]
column-rule bbox=[214, 108, 215, 2182]
headline: En Jai-Alai Moderno bbox=[1133, 1818, 1250, 1870]
paragraph: En todo el trayecto no cesaron los vivas y las aclamaciones, quedando interrumpida la circulación de tranvías y carruajes. bbox=[4, 1689, 213, 1730]
paragraph: La banda, compuesta por 40 músicos viene al mando de un gran entusiasta, á hacer acto de presencia en nuestra población con la misma... bbox=[649, 560, 858, 613]
paragraph: Recordó que siendo niño, presenció en San Sebastián los horrores de la guerra civil, y terminó diciendo que un solo vivo á la República. bbox=[4, 2257, 213, 2310]
dateline: 12 de Abril 1910. bbox=[353, 1720, 427, 1732]
paragraph: Muy en breve, la compañía... bbox=[1093, 1788, 1226, 1802]
paragraph: Una racha de viento Sur volcó la embarcación y los tripulantes permanecieron asidos á la misma hasta la llegada de la lancha «Inocencia», que les salvó. bbox=[649, 960, 858, 1014]
headline: DE EIBAR bbox=[649, 1444, 858, 1485]
paragraph: Los tripulantes del barco comenzaron á descargar, y cuando los obreros de muelle se dirigieron á ellos increpándoles duramente, lo que fué causa de que se produjera un formidable tumulto, y se suspendieran los trabajos de descarga. bbox=[649, 1195, 858, 1276]
paragraph: El ministro de la Gobernación estuvo la tarde de ayer en su domicilio, ultimando el escalafón con el subsecretario y jefes de sección de su departamento. bbox=[434, 1904, 643, 1958]
dateline: Madrid 13, 6,15 m. bbox=[561, 799, 643, 811]
byline: (POR TELEFONO) bbox=[277, 1354, 368, 1366]
byline: (De nuestro corresponsal) bbox=[49, 1106, 167, 1118]
paragraph: Tocarán y lo harán como Dios manda ya que es la Banda y su profesor ha sido muy aplaudido en las demás poblaciones en que ha tocado. bbox=[649, 615, 858, 669]
paragraph: Los personajes de la obra, que han de ser interpretados de nuevo por los artistas de la compañía, son los siguientes: bbox=[1081, 1589, 1290, 1631]
paragraph: El marqués de Villalobar cumplimentó ayer al monarca y después almorzó con la real familia. bbox=[864, 1023, 1073, 1063]
paragraph: En vista del resultado de las mismas, el ministerio fiscal modificó sus conclusiones estimando la culpabilidad del procesado, pero rebajando la petición de pena á un año, ocho meses y 21 días de prisión correccional. bbox=[864, 1994, 1073, 2061]
byline: (De nuestro corresponsal) bbox=[910, 687, 1027, 698]
separator: ⁂ bbox=[532, 1237, 544, 1250]
paragraph: En la noche de la noche salió del nuevo local del Casino Republicano la banda de Santa Cecilia y se dirigió á la estación del Norte seguida de centenares de republicanos. bbox=[4, 1247, 213, 1301]
paragraph: Canalejas permaneció toda la tarde de ayer en su domicilio. bbox=[434, 1252, 643, 1279]
dateline: Madrid 13, 3-15 m. bbox=[1207, 873, 1290, 885]
paragraph: Hoy saldrá con dirección á Lisboa con objeto de posesionarse de la legación de España en Portugal. bbox=[864, 1065, 1073, 1105]
paragraph: En sus conclusiones provisionales, el ministerio fiscal pedía para el procesado la pena de seis años de prisión correccional; y la defensa se conformaba en las suyas con la petición fiscal. bbox=[864, 1883, 1073, 1950]
advertisement: Para Colegios y Comunidades prepara la casa TREVIJANO mermeladas de frutas mezcladas, cuya aceptación es cada día mayor. bbox=[1081, 299, 1290, 353]
paragraph: El expresidente del Consejo asistió á la conferencia que dió Altamira en el Ateneo. bbox=[434, 1380, 643, 1407]
paragraph: El gobierno de Colombia ha solicitado del de España que admita en la corbeta «Nautilus» á dos guardias marinas de aquel país. bbox=[434, 2268, 643, 2322]
section-heading: OBSEQUIO bbox=[938, 1556, 1000, 1569]
paragraph: Ayer aparecieron los tres asfixiados. bbox=[231, 1606, 396, 1620]
paragraph: 4.ª Tanto el emplazamiento del edificio Kursaal como el puente proyectados y el paseo de prolongación del Boulevard, de acceso á la Kursaal, se situarán en los puntos fijados en esta concesión, siempre que la situación del puente esté fijada de la orilla al mar, es decir, que la Kursaal se halle en la zona de ensanche ó la parte baja de dicho puente, serán ubicados por la Kursaal ó por el concesionario, siempre que con la urbanización de esta zona y el extremo de los muros de encauzamiento del río, se obligan ellos. bbox=[218, 576, 427, 750]
paragraph: Felicitamos al señor Anitua. bbox=[662, 1749, 790, 1763]
paragraph: Aparte sus deseos, el reporter, tiene que cumplir con la ocasión de ver la vida de su amable directora en los acontecimientos que hoy se dan en todos sus barrios. bbox=[649, 423, 858, 476]
paragraph: Estipulaciones acordadas por el Ayuntamiento de San Sebastián en sesión de 6 de Abril de 1910 como complementarias á las del 29 de Diciembre pasado, en virtud de escrito formulado por D. A. L. Vogel en 28 de Febrero último, relacionado con la construcción de una Kursaal marítima. bbox=[218, 181, 427, 274]
separator: ⁂ bbox=[532, 2169, 544, 2183]
paragraph: Y una vez cumplido este encargo de sus paisanos, el reporter hace mutis, modestamente y va á ver si hoy se vuelve. bbox=[649, 726, 858, 766]
headline: Soriano en Bilbao bbox=[24, 1062, 205, 1090]
paragraph: En casa de la marquesa de Squilache se verificó anoche el banquete organizado en honor del general Marina. bbox=[864, 1122, 1073, 1163]
paragraph: Después conferenció con la candidatura monárquica para Madrid en las próximas elecciones generales. bbox=[434, 1959, 643, 2000]
separator: ⁂ bbox=[532, 1816, 544, 1830]
headline: La vida en Vizcaya bbox=[649, 784, 858, 845]
section-heading: UN BANQUETE bbox=[927, 1107, 1011, 1121]
paragraph: Este pronunció un breve discurso en tonos revolucionarios, afirmando la conjunción republicano-socialista. bbox=[4, 2104, 213, 2144]
paragraph: Dice después de lectura de una comunicación del señor Amuátegui, presentada por el colega de la Comisión de Fomento. bbox=[864, 412, 1073, 465]
section-heading: PREVISIÓN bbox=[937, 1414, 1001, 1428]
paragraph: El señor Navas da las gracias por ese buen concepto, y dice que una de las aspiraciones ha volcado sus documentos y queda, por tanto, eliminado de la propuesta. bbox=[4, 319, 213, 373]
paragraph: A beneficio de la Asociación de la Prensa se ha organizado para el sábado un festival de aviación en el aeródromo de Chamartín de la Rosa. bbox=[864, 1291, 1073, 1344]
paragraph: El señor Ayestarán se lo promete, para la sesión próxima. bbox=[4, 909, 213, 937]
advertisement: Sillas, 2,50. Galería, 1 peseta. bbox=[1115, 763, 1256, 776]
paragraph: —Finalmente, el señor Amuátegui se ocupa del mal alumbrado que da en algunas calles, proponiéndose la adquisición de un automóvil. bbox=[864, 467, 1073, 521]
paragraph: Las respectivas Cámaras de Comercio han enviado al gobierno á los representantes para que formen parte de la comisión que ha de ir á Buenos Aires. bbox=[434, 1424, 643, 1478]
paragraph: A propuesta del señor Navas, se acuerda consignar en acta la gratitud del Ayuntamiento hacia el señor alcalde, como iniciador de este asunto, y por la forma acertada en que lo ha realizado; y el señor alcalde, y el señor ministro de Fomento, por el interés con que atendió todo lo que favorece á esta población. bbox=[4, 745, 213, 852]
dateline: 12 Abril 1910. bbox=[796, 1765, 858, 1777]
paragraph: En vista de los desórdenes ocurridos el lunes y martes en la Coruña, el comandante general del apostadero del Ferrol envió ayer á aquel puerto al cañonero «Baleai». bbox=[864, 1430, 1073, 1483]
paragraph: En el Casino, que estaba completamente atestado, se esperaba á Rodrigo Soriano, pero poco después de llegar éste al hotel, se recibió allí la noticia de que aquel se encontraba indispuesto y que se suspendía la conferencia. bbox=[4, 1732, 213, 1812]
paragraph: Hablaron brevemente en el salón del Casino don Eduardo López, teniente alcalde republicano del Ayuntamiento de Valencia, que acompaña á Soriano; el señor Medina, secretario de redacción de «España Nueva», finalmente y Rodrigo Soriano. bbox=[4, 2022, 213, 2103]
paragraph: Mañana lunes, el maestro Granados de Valencia, reputado compositor, y bailarines y el Trío Gregorio, Arrieta, Gil, hoy reducido á nuestras murgas, nos dará la jota, pero sin rotos. bbox=[434, 232, 643, 299]
paragraph: Parece que tiene también la ida del ministro de Hacienda, que no desea que sea al pedido de estas comisiones. bbox=[434, 1576, 643, 1617]
byline: (Impresiones) bbox=[291, 1705, 354, 1717]
paragraph: Informe de Hacienda proponiendo modificaciones en las tarifas de arbitrios. bbox=[4, 138, 213, 165]
paragraph: Hoy á las cinco y cuarto, el cartel es de una comedia, y van á representar dos piezas. bbox=[1081, 1476, 1290, 1502]
separator: ⁂ bbox=[532, 1051, 544, 1065]
column-rule bbox=[645, 108, 646, 2182]
byline: POR TELEFONO bbox=[66, 1092, 150, 1104]
headline: Ecos de Barcelona bbox=[236, 1325, 423, 1352]
paragraph: El Ayuntamiento, en sesión secreta, acordó elogiar por su cuenta á dichas fuerzas. bbox=[1081, 1096, 1290, 1124]
